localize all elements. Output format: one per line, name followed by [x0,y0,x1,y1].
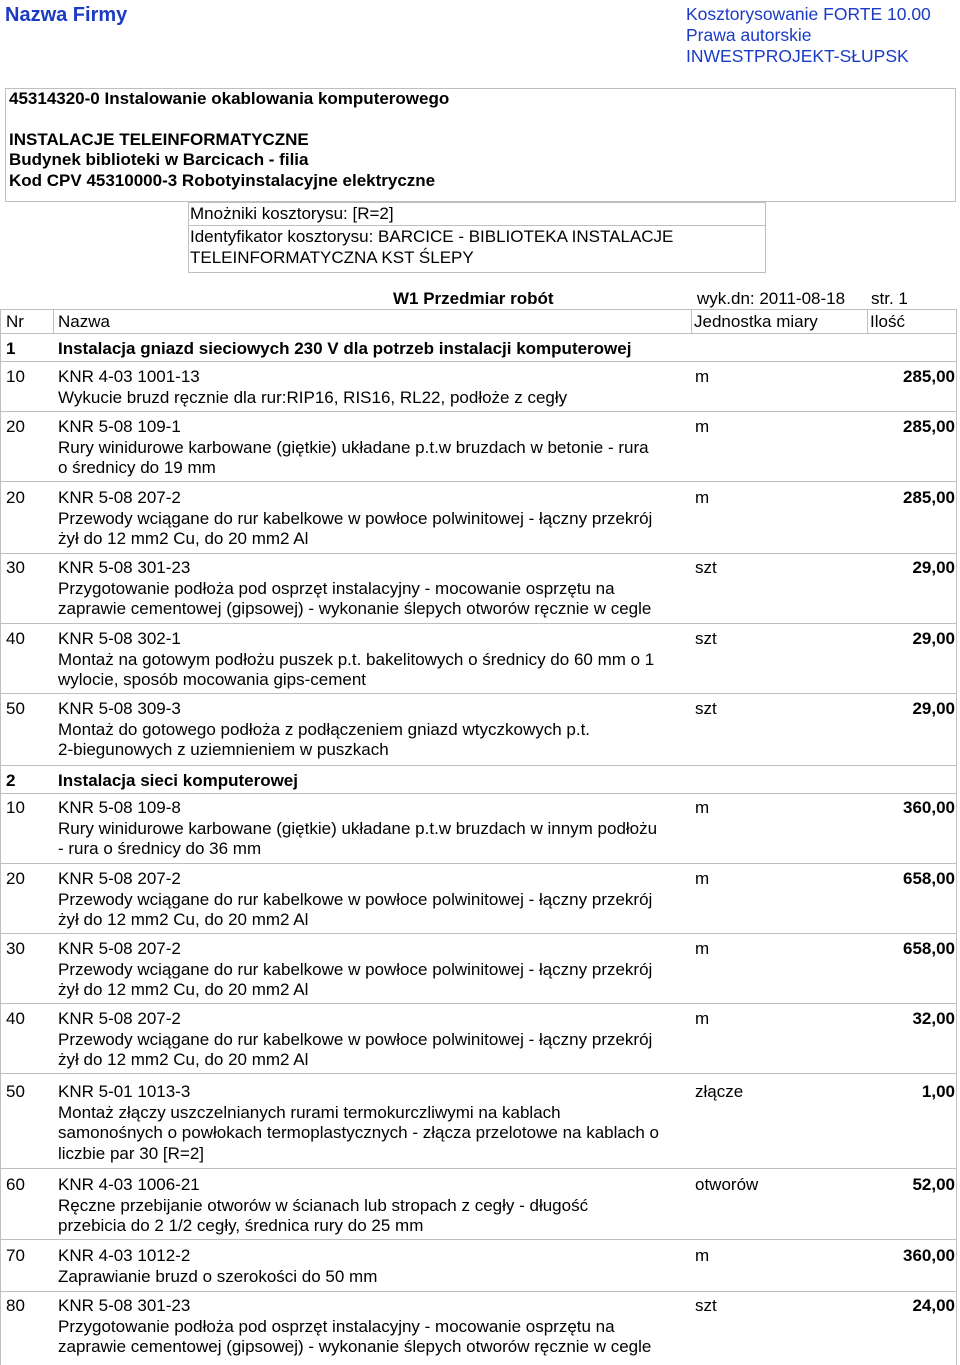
cpv-code: Kod CPV 45310000-3 Robotyinstalacyjne elektryczne [9,171,436,190]
item-code: KNR 5-08 207-2 [58,939,181,958]
item-nr: 60 [6,1175,25,1194]
item-qty: 32,00 [912,1009,955,1028]
building-title: Budynek biblioteki w Barcicach - filia [9,150,309,169]
item-code: KNR 5-08 302-1 [58,629,181,648]
item-nr: 40 [6,629,25,648]
item-description-line: żył do 12 mm2 Cu, do 20 mm2 Al [58,910,309,929]
item-description-line: Ręczne przebijanie otworów w ścianach lub stropach z cegły - długość [58,1195,589,1215]
item-description-line: Rury winidurowe karbowane (giętkie) układane p.t.w bruzdach w betonie - rura [58,437,649,457]
item-nr: 70 [6,1246,25,1265]
item-unit: m [695,1009,710,1028]
item-unit: szt [695,558,717,577]
item-description-line: Przewody wciągane do rur kabelkowe w powłoce polwinitowej - łączny przekrój [58,889,653,909]
item-description-line: przebicia do 2 1/2 cegły, średnica rury do 25 mm [58,1216,424,1235]
item-code: KNR 4-03 1001-13 [58,367,200,386]
table-header [1,309,956,334]
item-description-line: zaprawie cementowej (gipsowej) - wykonanie ślepych otworów ręcznie w cegle [58,1337,652,1356]
item-unit: szt [695,1296,717,1315]
item-qty: 285,00 [903,488,955,507]
divider [1,765,956,766]
item-nr: 50 [6,699,25,718]
item-description [58,1267,698,1288]
multipliers: Mnożniki kosztorysu: [R=2] [190,204,394,223]
divider [691,310,692,334]
divider [1,481,956,482]
item-description-line: liczbie par 30 [R=2] [58,1143,204,1163]
program-info [686,4,931,67]
identifier-line: TELEINFORMATYCZNA KST ŚLEPY [190,248,474,267]
item-code: KNR 4-03 1006-21 [58,1175,200,1194]
item-unit: m [695,798,710,817]
item-nr: 10 [6,367,25,386]
item-unit: m [695,367,710,386]
report-date: wyk.dn: 2011-08-18 [697,289,846,308]
item-description-line: żył do 12 mm2 Cu, do 20 mm2 Al [58,980,309,999]
item-description [58,1030,698,1071]
installation-title: INSTALACJE TELEINFORMATYCZNE [9,130,309,149]
item-description-line: wylocie, sposób mocowania gips-cement [58,670,367,689]
column-header-name: Nazwa [58,312,110,331]
item-qty: 29,00 [912,629,955,648]
item-description-line: Zaprawianie bruzd o szerokości do 50 mm [58,1266,378,1286]
firm-name: Nazwa Firmy [5,4,128,26]
item-qty: 1,00 [921,1082,955,1101]
item-qty: 285,00 [903,367,955,386]
item-nr: 40 [6,1009,25,1028]
item-description [58,1103,698,1165]
item-unit: złącze [695,1082,744,1101]
item-unit: m [695,417,710,436]
item-description-line: Montaż do gotowego podłoża z podłączeniem gniazd wtyczkowych p.t. [58,719,591,739]
divider [1,553,956,554]
item-description [58,388,698,409]
item-description-line: Przewody wciągane do rur kabelkowe w powłoce polwinitowej - łączny przekrój [58,508,653,528]
item-qty: 658,00 [903,939,955,958]
program-line: Kosztorysowanie FORTE 10.00 [686,4,931,24]
identifier-line: Identyfikator kosztorysu: BARCICE - BIBLIOTEKA INSTALACJE [190,227,674,246]
estimate-title-block [5,88,956,202]
divider [1,1239,956,1240]
estimate-params [188,202,766,273]
item-code: KNR 5-08 207-2 [58,869,181,888]
item-code: KNR 5-08 109-1 [58,417,181,436]
item-qty: 360,00 [903,1246,955,1265]
section-number: 2 [6,771,16,790]
item-description [58,509,698,550]
item-unit: otworów [695,1175,759,1194]
item-description [58,650,698,691]
item-code: KNR 5-08 109-8 [58,798,181,817]
item-nr: 20 [6,417,25,436]
divider [1,1168,956,1169]
item-nr: 20 [6,488,25,507]
item-description-line: Przygotowanie podłoża pod osprzęt instalacyjny - mocowanie osprzętu na [58,1316,615,1336]
item-description-line: Rury winidurowe karbowane (giętkie) układane p.t.w bruzdach w innym podłożu [58,818,658,838]
item-nr: 80 [6,1296,25,1315]
item-description [58,438,698,479]
item-unit: m [695,939,710,958]
item-description [58,579,698,620]
item-code: KNR 4-03 1012-2 [58,1246,191,1265]
item-unit: szt [695,699,717,718]
section-number: 1 [6,339,16,358]
item-description-line: Przewody wciągane do rur kabelkowe w powłoce polwinitowej - łączny przekrój [58,1029,653,1049]
section-title: Instalacja gniazd sieciowych 230 V dla potrzeb instalacji komputerowej [58,339,632,358]
cpv-title: 45314320-0 Instalowanie okablowania komputerowego [9,89,450,108]
divider [1,863,956,864]
column-header-unit: Jednostka miary [694,312,818,331]
item-description-line: - rura o średnicy do 36 mm [58,839,262,858]
item-code: KNR 5-08 301-23 [58,1296,191,1315]
item-nr: 10 [6,798,25,817]
item-code: KNR 5-08 207-2 [58,488,181,507]
item-description-line: Montaż na gotowym podłożu puszek p.t. bakelitowych o średnicy do 60 mm o 1 [58,649,655,669]
item-description-line: 2-biegunowych z uziemnieniem w puszkach [58,740,389,759]
item-description-line: żył do 12 mm2 Cu, do 20 mm2 Al [58,1050,309,1069]
item-code: KNR 5-08 301-23 [58,558,191,577]
item-qty: 52,00 [912,1175,955,1194]
item-description-line: Przygotowanie podłoża pod osprzęt instalacyjny - mocowanie osprzętu na [58,578,615,598]
column-header-qty: Ilość [870,312,905,331]
item-description [58,720,698,761]
item-unit: m [695,869,710,888]
divider [1,1073,956,1074]
item-description-line: Montaż złączy uszczelnianych rurami termokurczliwymi na kablach [58,1102,561,1122]
divider [53,310,54,334]
divider [1,361,956,362]
item-description-line: Przewody wciągane do rur kabelkowe w powłoce polwinitowej - łączny przekrój [58,959,653,979]
item-qty: 360,00 [903,798,955,817]
divider [189,225,765,226]
program-line: INWESTPROJEKT-SŁUPSK [686,46,909,66]
divider [1,623,956,624]
item-description [58,890,698,931]
divider [1,793,956,794]
divider [1,1291,956,1292]
item-qty: 285,00 [903,417,955,436]
item-unit: m [695,1246,710,1265]
page-number: str. 1 [871,289,908,308]
item-code: KNR 5-01 1013-3 [58,1082,191,1101]
item-qty: 29,00 [912,699,955,718]
item-nr: 30 [6,558,25,577]
column-header-nr: Nr [6,312,24,331]
item-code: KNR 5-08 207-2 [58,1009,181,1028]
item-description-line: żył do 12 mm2 Cu, do 20 mm2 Al [58,529,309,548]
item-description-line: Wykucie bruzd ręcznie dla rur:RIP16, RIS16, RL22, podłoże z cegły [58,387,568,407]
item-description-line: samonośnych o powłokach termoplastycznych - złącza przelotowe na kablach o [58,1123,659,1142]
item-unit: m [695,488,710,507]
section-title: Instalacja sieci komputerowej [58,771,298,790]
item-description [58,1317,698,1358]
item-description [58,819,698,860]
divider [1,411,956,412]
divider [1,1003,956,1004]
item-qty: 24,00 [912,1296,955,1315]
item-nr: 30 [6,939,25,958]
item-description [58,960,698,1001]
divider [867,310,868,334]
item-description-line: o średnicy do 19 mm [58,458,216,477]
program-line: Prawa autorskie [686,25,812,45]
item-description [58,1196,698,1237]
item-nr: 50 [6,1082,25,1101]
item-code: KNR 5-08 309-3 [58,699,181,718]
divider [1,933,956,934]
item-nr: 20 [6,869,25,888]
item-qty: 29,00 [912,558,955,577]
item-unit: szt [695,629,717,648]
item-description-line: zaprawie cementowej (gipsowej) - wykonanie ślepych otworów ręcznie w cegle [58,599,652,618]
bill-of-quantities-table [0,309,957,1365]
divider [1,693,956,694]
item-qty: 658,00 [903,869,955,888]
report-title: W1 Przedmiar robót [393,289,554,308]
